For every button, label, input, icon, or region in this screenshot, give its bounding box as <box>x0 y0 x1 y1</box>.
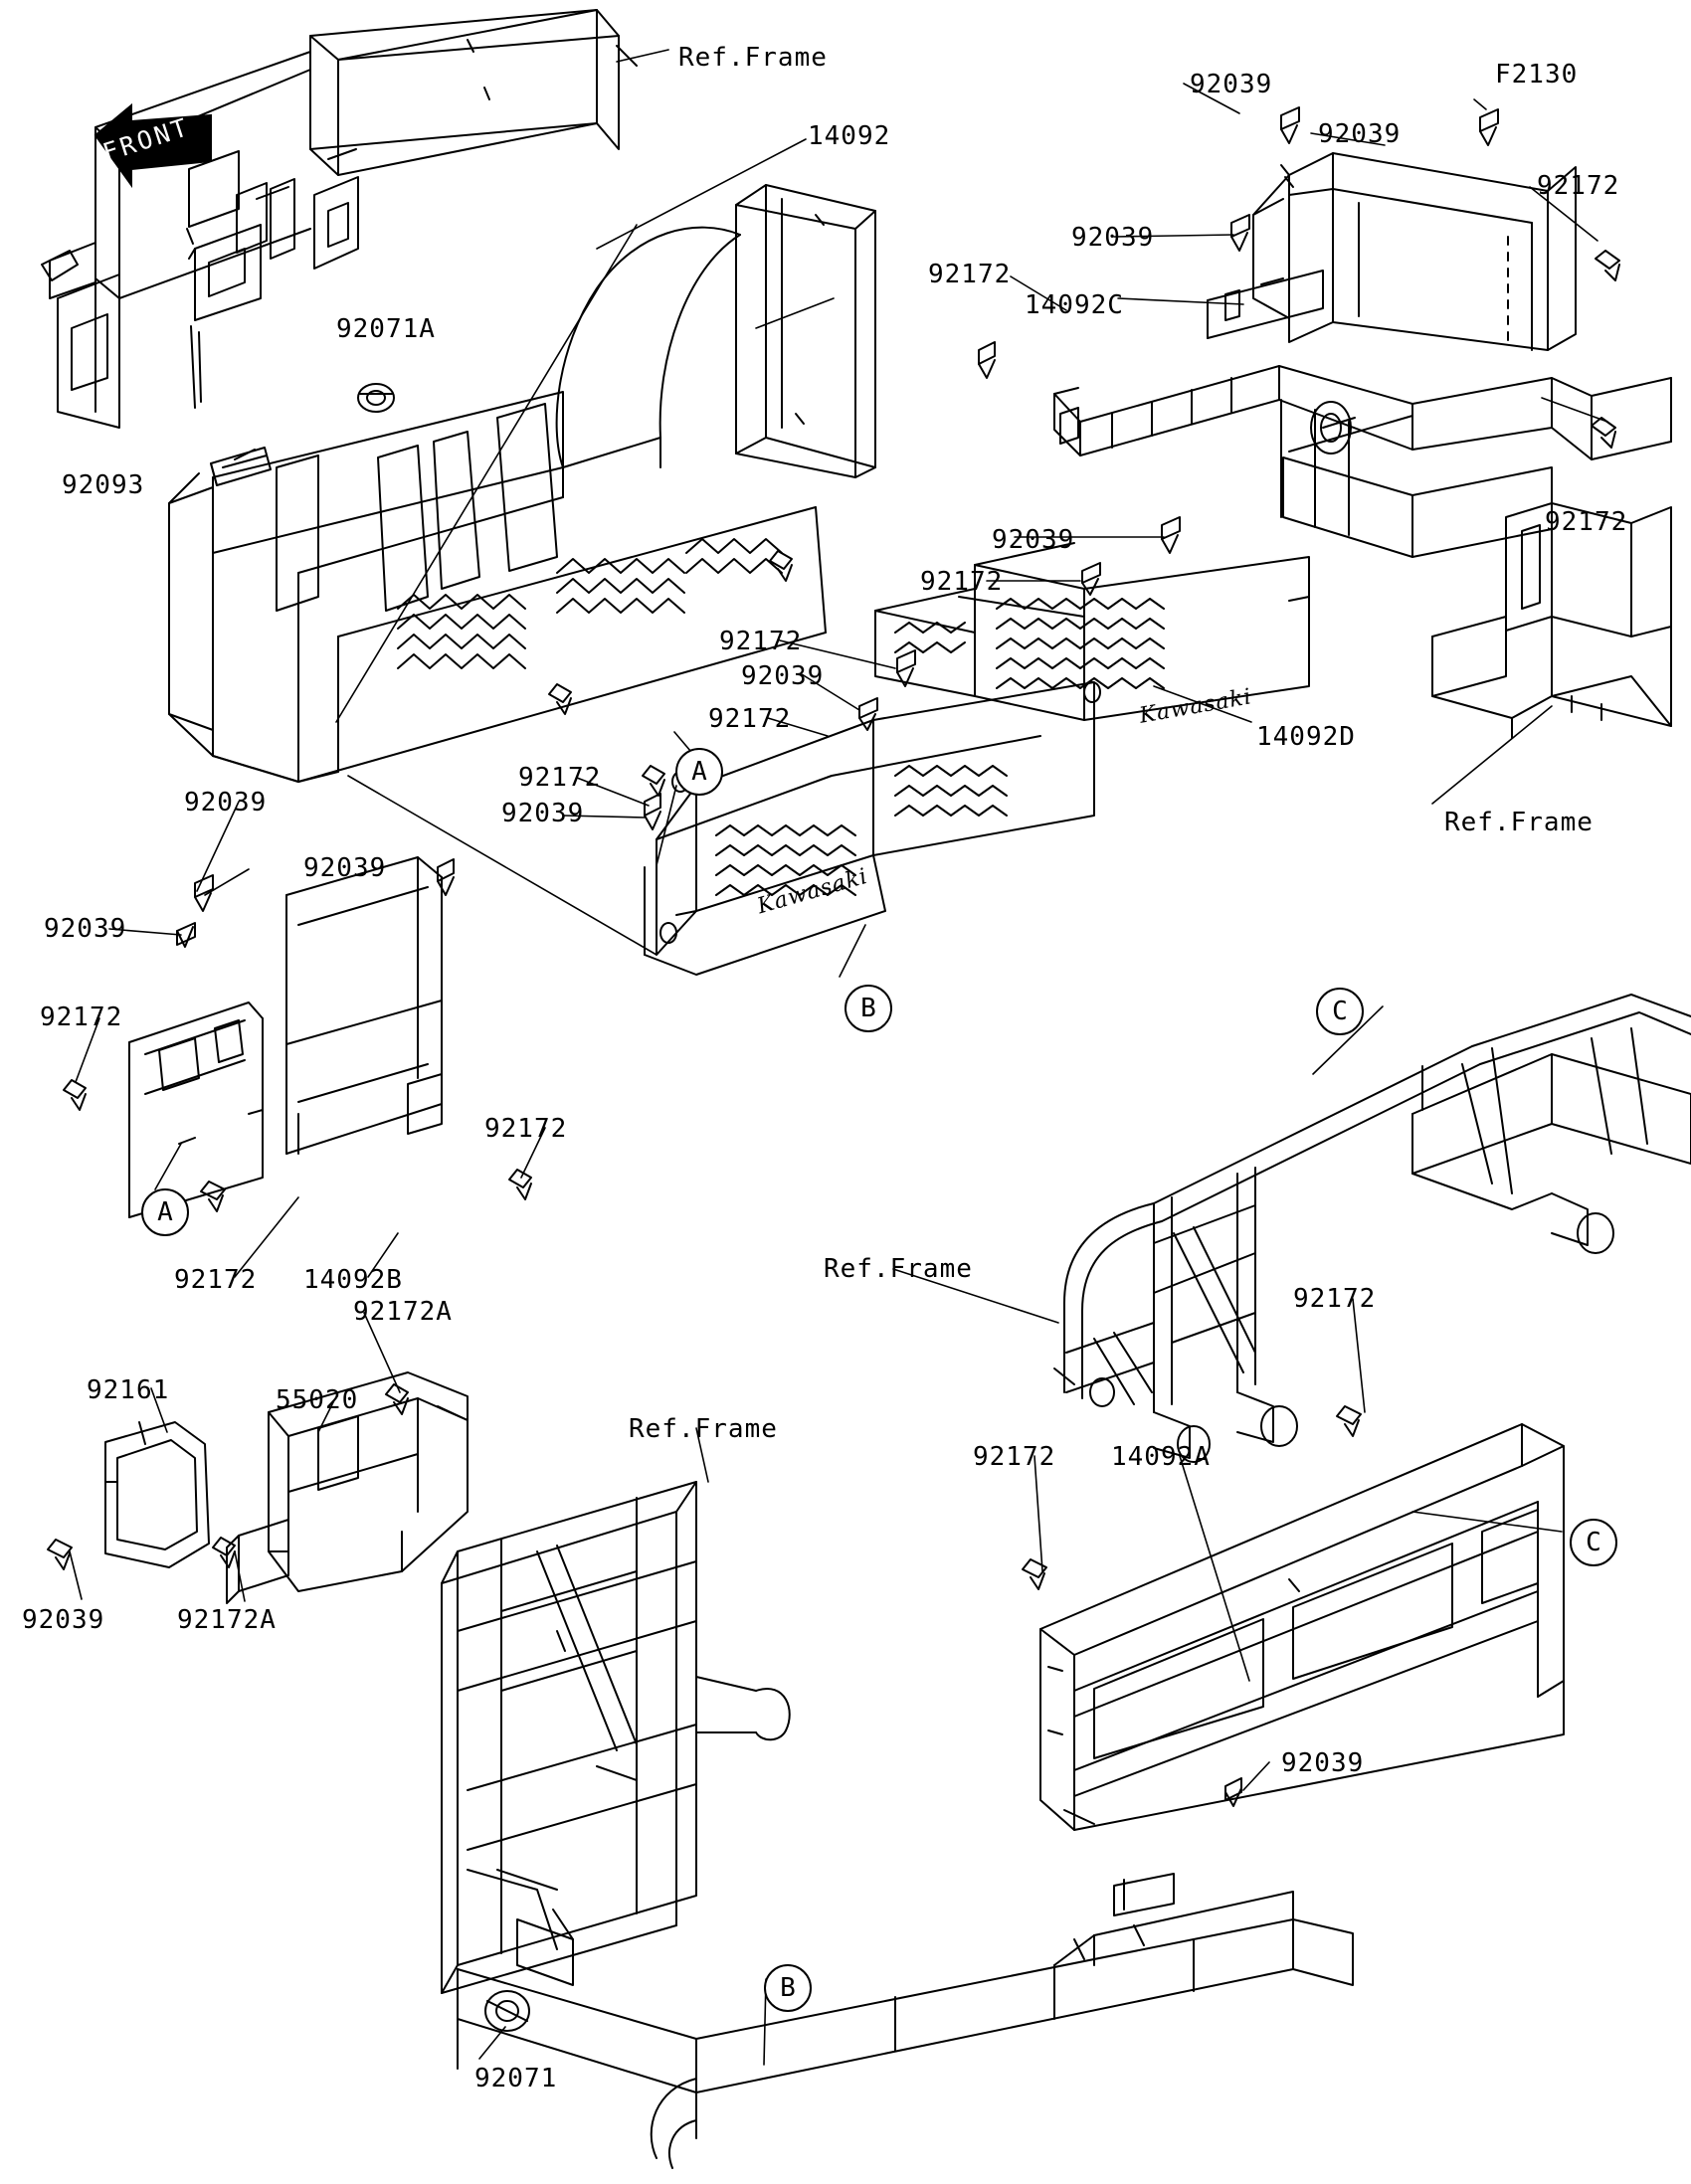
callout-c-1: C <box>1316 988 1364 1035</box>
part-92071A-grommet <box>358 384 394 412</box>
label-92039-br1: 92039 <box>1281 1748 1365 1778</box>
label-92071: 92071 <box>474 2064 558 2093</box>
label-92172-ml2: 92172 <box>40 1002 123 1032</box>
label-92071A: 92071A <box>336 314 436 344</box>
front-direction-marker <box>88 99 215 191</box>
label-14092A: 14092A <box>1111 1442 1211 1472</box>
label-ref-frame-top: Ref.Frame <box>678 43 828 73</box>
label-92172-c1: 92172 <box>920 567 1004 597</box>
label-92172-tr2: 92172 <box>1545 507 1628 537</box>
part-14092D-mats <box>645 543 1309 975</box>
label-92172A-2: 92172A <box>177 1605 277 1635</box>
label-92172-br2: 92172 <box>973 1442 1056 1472</box>
label-sheet-code: F2130 <box>1495 60 1579 90</box>
label-55020: 55020 <box>276 1385 359 1415</box>
label-92039-ml3: 92039 <box>303 853 387 883</box>
part-14092B-panel <box>129 853 442 1217</box>
label-92172-tr0: 92172 <box>928 260 1012 289</box>
label-14092: 14092 <box>808 121 891 151</box>
bottom-center-frame <box>442 1482 1353 2168</box>
label-ref-frame-right: Ref.Frame <box>1444 808 1594 837</box>
mid-right-cage-frame <box>1054 995 1691 1462</box>
label-92093: 92093 <box>62 470 145 500</box>
label-92039-tr1: 92039 <box>1190 70 1273 99</box>
label-92039-ml1: 92039 <box>501 799 585 828</box>
label-92172-c3: 92172 <box>708 704 792 734</box>
label-92039-ml2: 92039 <box>184 788 268 818</box>
label-92161: 92161 <box>87 1375 170 1405</box>
label-92039-c1: 92039 <box>992 525 1075 555</box>
label-92172-ml1: 92172 <box>518 763 602 793</box>
callout-a-1: A <box>675 748 723 796</box>
label-14092B: 14092B <box>303 1265 403 1295</box>
callout-b-2: B <box>764 1964 812 2012</box>
front-label: FRONT <box>98 111 194 168</box>
leader-lines <box>70 50 1607 2065</box>
label-92172-ml3: 92172 <box>484 1114 568 1144</box>
label-14092D: 14092D <box>1256 722 1356 752</box>
label-ref-frame-bottom: Ref.Frame <box>629 1414 778 1444</box>
part-92071-grommet <box>485 1991 529 2031</box>
label-92172-ml4: 92172 <box>174 1265 258 1295</box>
label-92172-c2: 92172 <box>719 627 803 656</box>
label-92039-ml4: 92039 <box>44 914 127 944</box>
label-92039-c2: 92039 <box>741 661 825 691</box>
label-92039-tr3: 92039 <box>1071 223 1155 253</box>
label-92039-tr2: 92039 <box>1318 119 1402 149</box>
label-92172A-1: 92172A <box>353 1297 453 1327</box>
callout-b-1: B <box>845 985 892 1032</box>
label-14092C: 14092C <box>1025 290 1124 320</box>
label-92039-bl1: 92039 <box>22 1605 105 1635</box>
brand-text-upper-mat: Kawasaki <box>1137 684 1254 729</box>
callout-c-2: C <box>1570 1519 1617 1566</box>
label-92172-br1: 92172 <box>1293 1284 1377 1314</box>
label-92172-tr1: 92172 <box>1537 171 1620 201</box>
part-92161-damper <box>105 1422 209 1567</box>
label-ref-frame-cage: Ref.Frame <box>824 1254 973 1284</box>
brand-text-lower-mat: Kawasaki <box>754 863 871 920</box>
callout-a-2: A <box>141 1188 189 1236</box>
